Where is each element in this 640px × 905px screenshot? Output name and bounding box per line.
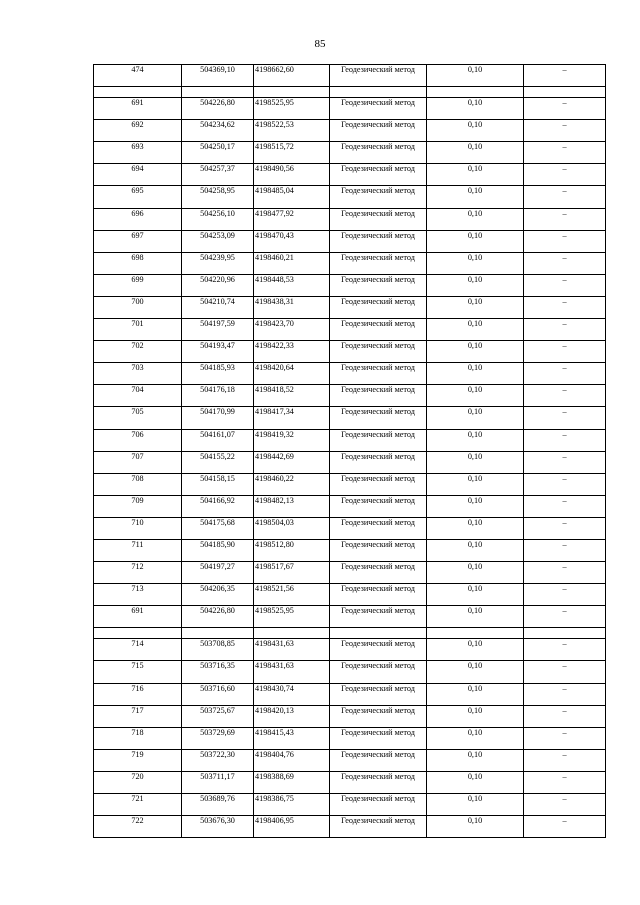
method-cell: Геодезический метод xyxy=(330,562,427,584)
method-cell: Геодезический метод xyxy=(330,142,427,164)
note-cell: – xyxy=(524,208,606,230)
point-number-cell: 721 xyxy=(94,794,182,816)
x-coordinate-cell: 504369,10 xyxy=(182,65,254,87)
accuracy-cell: 0,10 xyxy=(427,816,524,838)
y-coordinate-cell: 4198460,22 xyxy=(254,473,330,495)
point-number-cell: 703 xyxy=(94,363,182,385)
method-cell: Геодезический метод xyxy=(330,705,427,727)
method-cell: Геодезический метод xyxy=(330,341,427,363)
point-number-cell: 692 xyxy=(94,120,182,142)
point-number-cell: 716 xyxy=(94,683,182,705)
note-cell: – xyxy=(524,385,606,407)
y-coordinate-cell: 4198404,76 xyxy=(254,749,330,771)
point-number-cell: 694 xyxy=(94,164,182,186)
empty-cell xyxy=(330,87,427,98)
x-coordinate-cell: 504234,62 xyxy=(182,120,254,142)
point-number-cell: 720 xyxy=(94,771,182,793)
accuracy-cell: 0,10 xyxy=(427,65,524,87)
method-cell: Геодезический метод xyxy=(330,584,427,606)
table-row xyxy=(94,120,606,142)
x-coordinate-cell: 503676,30 xyxy=(182,816,254,838)
y-coordinate-cell: 4198430,74 xyxy=(254,683,330,705)
point-number-cell: 711 xyxy=(94,539,182,561)
table-row xyxy=(94,65,606,87)
coordinates-table-body xyxy=(94,65,606,838)
x-coordinate-cell: 504258,95 xyxy=(182,186,254,208)
point-number-cell: 707 xyxy=(94,451,182,473)
accuracy-cell: 0,10 xyxy=(427,142,524,164)
x-coordinate-cell: 503708,85 xyxy=(182,639,254,661)
note-cell: – xyxy=(524,186,606,208)
method-cell: Геодезический метод xyxy=(330,186,427,208)
table-row xyxy=(94,727,606,749)
accuracy-cell: 0,10 xyxy=(427,749,524,771)
note-cell: – xyxy=(524,252,606,274)
note-cell: – xyxy=(524,705,606,727)
note-cell: – xyxy=(524,495,606,517)
note-cell: – xyxy=(524,639,606,661)
y-coordinate-cell: 4198504,03 xyxy=(254,517,330,539)
method-cell: Геодезический метод xyxy=(330,794,427,816)
method-cell: Геодезический метод xyxy=(330,639,427,661)
method-cell: Геодезический метод xyxy=(330,771,427,793)
accuracy-cell: 0,10 xyxy=(427,186,524,208)
point-number-cell: 691 xyxy=(94,606,182,628)
table-row xyxy=(94,296,606,318)
table-row xyxy=(94,539,606,561)
y-coordinate-cell: 4198418,52 xyxy=(254,385,330,407)
x-coordinate-cell: 504239,95 xyxy=(182,252,254,274)
method-cell: Геодезический метод xyxy=(330,517,427,539)
note-cell: – xyxy=(524,816,606,838)
point-number-cell: 710 xyxy=(94,517,182,539)
x-coordinate-cell: 504197,27 xyxy=(182,562,254,584)
y-coordinate-cell: 4198512,80 xyxy=(254,539,330,561)
method-cell: Геодезический метод xyxy=(330,539,427,561)
method-cell: Геодезический метод xyxy=(330,296,427,318)
method-cell: Геодезический метод xyxy=(330,606,427,628)
table-row xyxy=(94,771,606,793)
y-coordinate-cell: 4198482,13 xyxy=(254,495,330,517)
empty-cell xyxy=(524,628,606,639)
accuracy-cell: 0,10 xyxy=(427,230,524,252)
method-cell: Геодезический метод xyxy=(330,230,427,252)
note-cell: – xyxy=(524,794,606,816)
table-row xyxy=(94,341,606,363)
table-row xyxy=(94,495,606,517)
x-coordinate-cell: 504197,59 xyxy=(182,319,254,341)
note-cell: – xyxy=(524,407,606,429)
method-cell: Геодезический метод xyxy=(330,164,427,186)
accuracy-cell: 0,10 xyxy=(427,705,524,727)
method-cell: Геодезический метод xyxy=(330,495,427,517)
accuracy-cell: 0,10 xyxy=(427,385,524,407)
table-row xyxy=(94,208,606,230)
accuracy-cell: 0,10 xyxy=(427,584,524,606)
x-coordinate-cell: 503716,35 xyxy=(182,661,254,683)
point-number-cell: 709 xyxy=(94,495,182,517)
y-coordinate-cell: 4198420,64 xyxy=(254,363,330,385)
point-number-cell: 697 xyxy=(94,230,182,252)
y-coordinate-cell: 4198470,43 xyxy=(254,230,330,252)
accuracy-cell: 0,10 xyxy=(427,252,524,274)
note-cell: – xyxy=(524,771,606,793)
point-number-cell: 701 xyxy=(94,319,182,341)
y-coordinate-cell: 4198517,67 xyxy=(254,562,330,584)
point-number-cell: 715 xyxy=(94,661,182,683)
note-cell: – xyxy=(524,142,606,164)
point-number-cell: 700 xyxy=(94,296,182,318)
y-coordinate-cell: 4198417,34 xyxy=(254,407,330,429)
point-number-cell: 722 xyxy=(94,816,182,838)
method-cell: Геодезический метод xyxy=(330,451,427,473)
accuracy-cell: 0,10 xyxy=(427,794,524,816)
accuracy-cell: 0,10 xyxy=(427,683,524,705)
x-coordinate-cell: 504220,96 xyxy=(182,274,254,296)
y-coordinate-cell: 4198515,72 xyxy=(254,142,330,164)
table-row xyxy=(94,429,606,451)
x-coordinate-cell: 504206,35 xyxy=(182,584,254,606)
method-cell: Геодезический метод xyxy=(330,363,427,385)
point-number-cell: 696 xyxy=(94,208,182,230)
y-coordinate-cell: 4198386,75 xyxy=(254,794,330,816)
method-cell: Геодезический метод xyxy=(330,65,427,87)
point-number-cell: 708 xyxy=(94,473,182,495)
table-row xyxy=(94,407,606,429)
empty-cell xyxy=(427,628,524,639)
x-coordinate-cell: 504185,93 xyxy=(182,363,254,385)
table-row xyxy=(94,252,606,274)
point-number-cell: 717 xyxy=(94,705,182,727)
y-coordinate-cell: 4198442,69 xyxy=(254,451,330,473)
empty-cell xyxy=(182,628,254,639)
table-row xyxy=(94,98,606,120)
note-cell: – xyxy=(524,661,606,683)
accuracy-cell: 0,10 xyxy=(427,274,524,296)
note-cell: – xyxy=(524,120,606,142)
point-number-cell: 691 xyxy=(94,98,182,120)
y-coordinate-cell: 4198431,63 xyxy=(254,661,330,683)
method-cell: Геодезический метод xyxy=(330,274,427,296)
point-number-cell: 699 xyxy=(94,274,182,296)
accuracy-cell: 0,10 xyxy=(427,98,524,120)
method-cell: Геодезический метод xyxy=(330,120,427,142)
x-coordinate-cell: 504158,15 xyxy=(182,473,254,495)
note-cell: – xyxy=(524,539,606,561)
table-row xyxy=(94,385,606,407)
table-row xyxy=(94,274,606,296)
accuracy-cell: 0,10 xyxy=(427,120,524,142)
accuracy-cell: 0,10 xyxy=(427,341,524,363)
method-cell: Геодезический метод xyxy=(330,473,427,495)
x-coordinate-cell: 503689,76 xyxy=(182,794,254,816)
method-cell: Геодезический метод xyxy=(330,385,427,407)
y-coordinate-cell: 4198490,56 xyxy=(254,164,330,186)
table-row xyxy=(94,451,606,473)
empty-cell xyxy=(254,87,330,98)
note-cell: – xyxy=(524,584,606,606)
table-row xyxy=(94,639,606,661)
table-row xyxy=(94,705,606,727)
point-number-cell: 713 xyxy=(94,584,182,606)
point-number-cell: 695 xyxy=(94,186,182,208)
accuracy-cell: 0,10 xyxy=(427,727,524,749)
table-spacer-row xyxy=(94,87,606,98)
note-cell: – xyxy=(524,473,606,495)
x-coordinate-cell: 504161,07 xyxy=(182,429,254,451)
accuracy-cell: 0,10 xyxy=(427,208,524,230)
note-cell: – xyxy=(524,749,606,771)
y-coordinate-cell: 4198423,70 xyxy=(254,319,330,341)
point-number-cell: 706 xyxy=(94,429,182,451)
x-coordinate-cell: 503725,67 xyxy=(182,705,254,727)
method-cell: Геодезический метод xyxy=(330,407,427,429)
method-cell: Геодезический метод xyxy=(330,208,427,230)
x-coordinate-cell: 504226,80 xyxy=(182,98,254,120)
y-coordinate-cell: 4198406,95 xyxy=(254,816,330,838)
point-number-cell: 704 xyxy=(94,385,182,407)
point-number-cell: 698 xyxy=(94,252,182,274)
accuracy-cell: 0,10 xyxy=(427,771,524,793)
y-coordinate-cell: 4198460,21 xyxy=(254,252,330,274)
accuracy-cell: 0,10 xyxy=(427,319,524,341)
x-coordinate-cell: 504193,47 xyxy=(182,341,254,363)
accuracy-cell: 0,10 xyxy=(427,639,524,661)
accuracy-cell: 0,10 xyxy=(427,517,524,539)
y-coordinate-cell: 4198419,32 xyxy=(254,429,330,451)
x-coordinate-cell: 504253,09 xyxy=(182,230,254,252)
table-row xyxy=(94,473,606,495)
accuracy-cell: 0,10 xyxy=(427,661,524,683)
empty-cell xyxy=(524,87,606,98)
x-coordinate-cell: 504176,18 xyxy=(182,385,254,407)
y-coordinate-cell: 4198662,60 xyxy=(254,65,330,87)
table-row xyxy=(94,794,606,816)
method-cell: Геодезический метод xyxy=(330,661,427,683)
accuracy-cell: 0,10 xyxy=(427,473,524,495)
x-coordinate-cell: 504155,22 xyxy=(182,451,254,473)
table-row xyxy=(94,683,606,705)
page-number: 85 xyxy=(314,38,326,50)
x-coordinate-cell: 504250,17 xyxy=(182,142,254,164)
x-coordinate-cell: 503729,69 xyxy=(182,727,254,749)
empty-cell xyxy=(94,87,182,98)
y-coordinate-cell: 4198525,95 xyxy=(254,98,330,120)
x-coordinate-cell: 503711,17 xyxy=(182,771,254,793)
accuracy-cell: 0,10 xyxy=(427,407,524,429)
point-number-cell: 712 xyxy=(94,562,182,584)
point-number-cell: 702 xyxy=(94,341,182,363)
accuracy-cell: 0,10 xyxy=(427,429,524,451)
point-number-cell: 705 xyxy=(94,407,182,429)
x-coordinate-cell: 504166,92 xyxy=(182,495,254,517)
point-number-cell: 719 xyxy=(94,749,182,771)
note-cell: – xyxy=(524,562,606,584)
method-cell: Геодезический метод xyxy=(330,319,427,341)
method-cell: Геодезический метод xyxy=(330,749,427,771)
accuracy-cell: 0,10 xyxy=(427,539,524,561)
note-cell: – xyxy=(524,164,606,186)
y-coordinate-cell: 4198522,53 xyxy=(254,120,330,142)
table-row xyxy=(94,816,606,838)
table-row xyxy=(94,319,606,341)
x-coordinate-cell: 504257,37 xyxy=(182,164,254,186)
table-row xyxy=(94,363,606,385)
coordinates-table xyxy=(93,64,606,838)
y-coordinate-cell: 4198431,63 xyxy=(254,639,330,661)
y-coordinate-cell: 4198438,31 xyxy=(254,296,330,318)
accuracy-cell: 0,10 xyxy=(427,164,524,186)
y-coordinate-cell: 4198521,56 xyxy=(254,584,330,606)
y-coordinate-cell: 4198525,95 xyxy=(254,606,330,628)
note-cell: – xyxy=(524,274,606,296)
accuracy-cell: 0,10 xyxy=(427,495,524,517)
note-cell: – xyxy=(524,65,606,87)
x-coordinate-cell: 504185,90 xyxy=(182,539,254,561)
empty-cell xyxy=(182,87,254,98)
table-row xyxy=(94,562,606,584)
empty-cell xyxy=(330,628,427,639)
table-row xyxy=(94,164,606,186)
y-coordinate-cell: 4198420,13 xyxy=(254,705,330,727)
x-coordinate-cell: 504175,68 xyxy=(182,517,254,539)
note-cell: – xyxy=(524,296,606,318)
accuracy-cell: 0,10 xyxy=(427,296,524,318)
y-coordinate-cell: 4198477,92 xyxy=(254,208,330,230)
note-cell: – xyxy=(524,363,606,385)
accuracy-cell: 0,10 xyxy=(427,562,524,584)
accuracy-cell: 0,10 xyxy=(427,451,524,473)
note-cell: – xyxy=(524,429,606,451)
table-row xyxy=(94,142,606,164)
x-coordinate-cell: 504256,10 xyxy=(182,208,254,230)
table-spacer-row xyxy=(94,628,606,639)
note-cell: – xyxy=(524,319,606,341)
empty-cell xyxy=(94,628,182,639)
note-cell: – xyxy=(524,517,606,539)
x-coordinate-cell: 504226,80 xyxy=(182,606,254,628)
table-row xyxy=(94,661,606,683)
point-number-cell: 693 xyxy=(94,142,182,164)
note-cell: – xyxy=(524,98,606,120)
x-coordinate-cell: 503716,60 xyxy=(182,683,254,705)
method-cell: Геодезический метод xyxy=(330,98,427,120)
x-coordinate-cell: 504170,99 xyxy=(182,407,254,429)
table-row xyxy=(94,584,606,606)
note-cell: – xyxy=(524,230,606,252)
note-cell: – xyxy=(524,451,606,473)
method-cell: Геодезический метод xyxy=(330,816,427,838)
table-row xyxy=(94,186,606,208)
table-row xyxy=(94,230,606,252)
y-coordinate-cell: 4198422,33 xyxy=(254,341,330,363)
accuracy-cell: 0,10 xyxy=(427,606,524,628)
point-number-cell: 718 xyxy=(94,727,182,749)
method-cell: Геодезический метод xyxy=(330,727,427,749)
method-cell: Геодезический метод xyxy=(330,429,427,451)
table-row xyxy=(94,606,606,628)
accuracy-cell: 0,10 xyxy=(427,363,524,385)
point-number-cell: 714 xyxy=(94,639,182,661)
empty-cell xyxy=(427,87,524,98)
y-coordinate-cell: 4198388,69 xyxy=(254,771,330,793)
empty-cell xyxy=(254,628,330,639)
y-coordinate-cell: 4198485,04 xyxy=(254,186,330,208)
note-cell: – xyxy=(524,341,606,363)
note-cell: – xyxy=(524,727,606,749)
x-coordinate-cell: 503722,30 xyxy=(182,749,254,771)
point-number-cell: 474 xyxy=(94,65,182,87)
table-row xyxy=(94,517,606,539)
y-coordinate-cell: 4198448,53 xyxy=(254,274,330,296)
method-cell: Геодезический метод xyxy=(330,683,427,705)
note-cell: – xyxy=(524,606,606,628)
method-cell: Геодезический метод xyxy=(330,252,427,274)
table-row xyxy=(94,749,606,771)
y-coordinate-cell: 4198415,43 xyxy=(254,727,330,749)
note-cell: – xyxy=(524,683,606,705)
x-coordinate-cell: 504210,74 xyxy=(182,296,254,318)
